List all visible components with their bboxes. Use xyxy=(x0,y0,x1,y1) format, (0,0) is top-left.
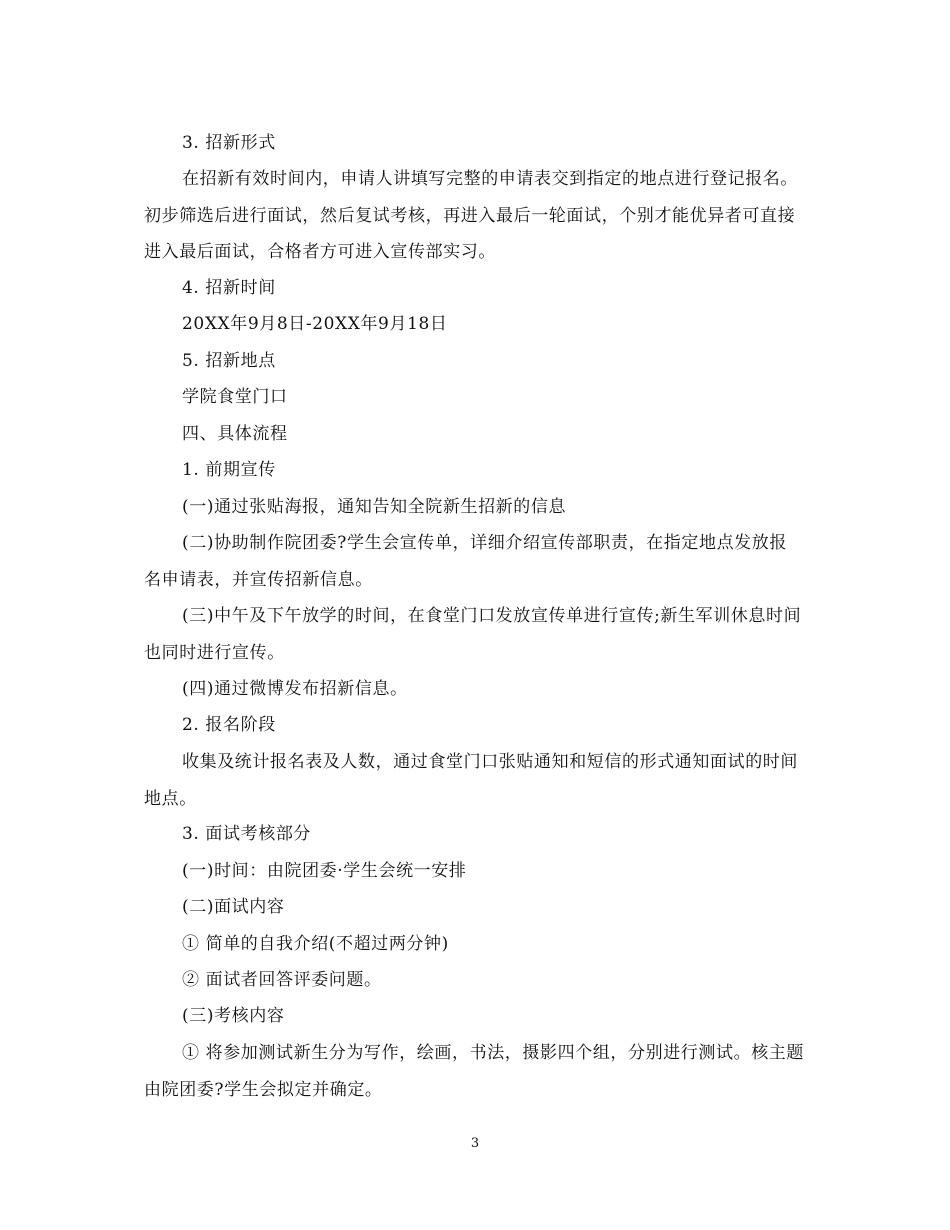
paragraph-promotion-2: (二)协助制作院团委?学生会宣传单，详细介绍宣传部职责，在指定地点发放报名申请表，并宣传招新信息。 xyxy=(144,533,787,590)
heading-recruitment-location: 5. 招新地点 xyxy=(182,351,276,371)
paragraph-recruitment-location: 学院食堂门口 xyxy=(182,387,288,407)
heading-interview-assessment: 3. 面试考核部分 xyxy=(182,824,312,844)
paragraph-recruitment-time: 20XX年9月8日-20XX年9月18日 xyxy=(182,314,448,334)
paragraph-promotion-3: (三)中午及下午放学的时间，在食堂门口发放宣传单进行宣传;新生军训休息时间也同时进行宣传。 xyxy=(144,606,802,663)
paragraph-registration: 收集及统计报名表及人数，通过食堂门口张贴通知和短信的形式通知面试的时间地点。 xyxy=(144,752,798,809)
list-item-answer-questions: ② 面试者回答评委问题。 xyxy=(182,970,382,990)
paragraph-promotion-4: (四)通过微博发布招新信息。 xyxy=(182,679,408,699)
heading-registration-stage: 2. 报名阶段 xyxy=(182,715,276,735)
heading-specific-process: 四、具体流程 xyxy=(182,424,288,444)
list-item-group-testing: ① 将参加测试新生分为写作，绘画，书法，摄影四个组，分别进行测试。核主题由院团委?学生会拟定并确定。 xyxy=(144,1043,805,1100)
heading-recruitment-form: 3. 招新形式 xyxy=(182,133,276,153)
heading-interview-content: (二)面试内容 xyxy=(182,897,285,917)
page-number: 3 xyxy=(470,1136,480,1151)
heading-early-promotion: 1. 前期宣传 xyxy=(182,460,276,480)
paragraph-promotion-1: (一)通过张贴海报，通知告知全院新生招新的信息 xyxy=(182,497,567,517)
paragraph-interview-time: (一)时间：由院团委·学生会统一安排 xyxy=(182,861,467,881)
heading-assessment-content: (三)考核内容 xyxy=(182,1006,285,1026)
heading-recruitment-time: 4. 招新时间 xyxy=(182,278,276,298)
list-item-self-intro: ① 简单的自我介绍(不超过两分钟) xyxy=(182,934,449,954)
paragraph-recruitment-form: 在招新有效时间内，申请人讲填写完整的申请表交到指定的地点进行登记报名。初步筛选后进行面试，然后复试考核，再进入最后一轮面试，个别才能优异者可直接进入最后面试，合格者方可进入宣传部实习。 xyxy=(144,169,798,262)
